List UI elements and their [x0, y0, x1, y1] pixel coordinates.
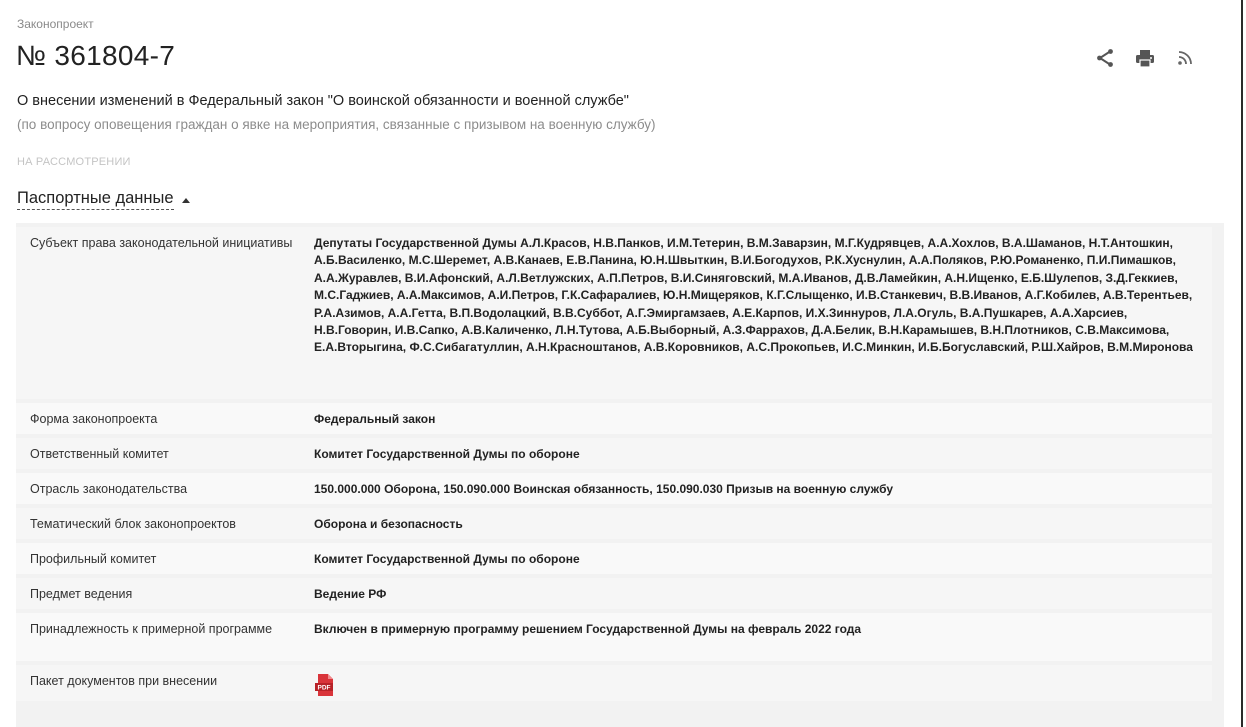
- table-row: [16, 665, 1212, 705]
- print-button[interactable]: [1134, 47, 1156, 69]
- row-value: [314, 665, 1212, 701]
- row-label: Субъект права законодательной инициативы: [30, 236, 293, 250]
- row-value: Комитет Государственной Думы по обороне: [314, 447, 580, 461]
- bill-title: О внесении изменений в Федеральный закон "О воинской обязанности и военной службе": [17, 93, 629, 109]
- table-row: [16, 438, 1212, 473]
- row-label: Форма законопроекта: [30, 412, 158, 426]
- rss-icon: [1176, 49, 1194, 67]
- action-toolbar: [1094, 47, 1196, 69]
- status-label: НА РАССМОТРЕНИИ: [17, 156, 131, 168]
- kicker-label: Законопроект: [17, 17, 94, 31]
- table-row: [16, 543, 1212, 578]
- row-value: Федеральный закон: [314, 412, 436, 426]
- table-row: [16, 508, 1212, 543]
- table-row: [16, 403, 1212, 438]
- row-label: Профильный комитет: [30, 552, 157, 566]
- bill-number: № 361804-7: [16, 40, 176, 71]
- row-value: Включен в примерную программу решением Государственной Думы на февраль 2022 года: [314, 622, 862, 636]
- table-row: [16, 473, 1212, 508]
- table-row: [16, 613, 1212, 665]
- row-label: Тематический блок законопроектов: [30, 517, 236, 531]
- pdf-icon[interactable]: [314, 673, 336, 697]
- table-row: [16, 578, 1212, 613]
- table-row: [16, 227, 1212, 403]
- row-label: Пакет документов при внесении: [30, 674, 218, 688]
- caret-up-icon: [182, 198, 190, 203]
- print-icon: [1134, 48, 1156, 68]
- passport-toggle[interactable]: [17, 189, 190, 210]
- row-label: Принадлежность к примерной программе: [30, 622, 273, 636]
- window-edge: [1241, 0, 1243, 727]
- svg-text:PDF: PDF: [317, 684, 331, 692]
- row-value: Комитет Государственной Думы по обороне: [314, 552, 580, 566]
- row-label: Предмет ведения: [30, 587, 133, 601]
- row-value: Депутаты Государственной Думы А.Л.Красов, Н.В.Панков, И.М.Тетерин, В.М.Заварзин, М.Г.Кудрявцев, А.А.Хохлов, В.А.Шаманов, Н.Т.Антошкин, А.Б.Василенко, М.С.Шеремет, А.В.Канаев, Е.В.Панина, Ю.Н.Швыткин, В.И.Богодухов, Р.К.Хуснулин, А.А.Поляков, Р.Ю.Романенко, П.И.Пимашков, А.А.Журавлев, В.И.Афонский, А.Л.Ветлужских, А.П.Петров, В.И.Синяговский, М.А.Иванов, Д.В.Ламейкин, А.Н.Ищенко, Е.Б.Шулепов, З.Д.Геккиев, М.С.Гаджиев, А.А.Максимов, А.И.Петров, Г.К.Сафаралиев, Ю.Н.Мищеряков, К.Г.Слыщенко, И.В.Станкевич, В.В.Иванов, А.Г.Кобилев, А.В.Терентьев, Р.А.Азимов, А.А.Гетта, В.П.Водолацкий, В.В.Суббот, А.Г.Эмиргамзаев, А.Е.Карпов, И.Х.Зиннуров, Л.А.Огуль, В.А.Пушкарев, А.А.Харсиев, Н.В.Говорин, И.В.Сапко, А.В.Каличенко, Л.Н.Тутова, А.Б.Выборный, А.З.Фаррахов, Д.А.Белик, В.Н.Карамышев, В.Н.Плотников, С.В.Максимова, Е.А.Вторыгина, Ф.С.Сибагатуллин, А.Н.Красноштанов, А.В.Коровников, А.С.Прокопьев, И.С.Минкин, И.Б.Богуславский, Р.Ш.Хайров, В.М.Миронова: [314, 236, 1193, 355]
- bill-subtitle: (по вопросу оповещения граждан о явке на мероприятия, связанные с призывом на военную службу): [17, 117, 656, 132]
- share-button[interactable]: [1094, 47, 1116, 69]
- passport-toggle-label: Паспортные данные: [17, 189, 174, 210]
- share-icon: [1095, 48, 1115, 68]
- row-label: Ответственный комитет: [30, 447, 169, 461]
- row-value: Ведение РФ: [314, 587, 387, 601]
- row-label: Отрасль законодательства: [30, 482, 188, 496]
- rss-button[interactable]: [1174, 47, 1196, 69]
- row-value: Оборона и безопасность: [314, 517, 463, 531]
- row-value: 150.000.000 Оборона, 150.090.000 Воинская обязанность, 150.090.030 Призыв на военную службу: [314, 482, 894, 496]
- passport-table: [16, 223, 1224, 727]
